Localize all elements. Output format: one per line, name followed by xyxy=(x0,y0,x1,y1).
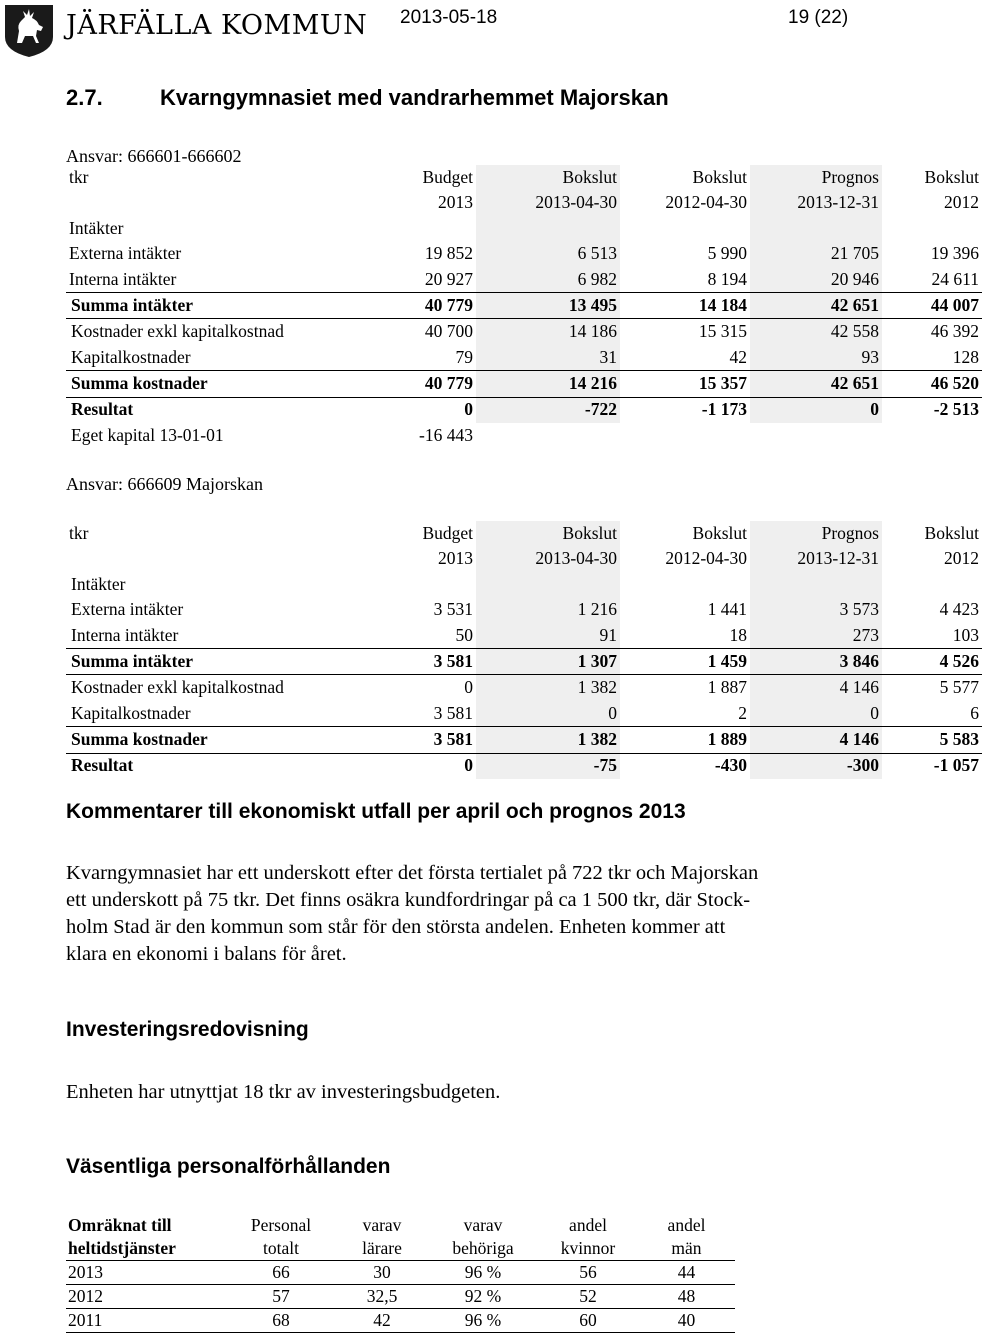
table-row xyxy=(66,701,982,727)
cell: 1 307 xyxy=(476,648,620,674)
cell: 42 651 xyxy=(750,292,882,318)
summary-row xyxy=(66,292,982,318)
cell: 0 xyxy=(750,397,882,423)
budget-table-majorskan xyxy=(66,521,982,779)
table-row xyxy=(66,345,982,371)
document-date: 2013-05-18 xyxy=(400,7,498,28)
cell: 0 xyxy=(750,701,882,727)
header-cell: behöriga xyxy=(452,1238,514,1258)
investment-heading: Investeringsredovisning xyxy=(66,1018,309,1041)
cell: 4 146 xyxy=(750,727,882,753)
cell: 30 xyxy=(336,1261,428,1285)
header-cell: Personal xyxy=(250,1215,312,1235)
ansvar-label-2: Ansvar: 666609 Majorskan xyxy=(66,474,263,494)
header-cell: Omräknat till xyxy=(68,1215,172,1235)
table-row xyxy=(66,1285,735,1309)
header-row xyxy=(66,190,982,215)
comments-line: ett underskott på 75 tkr. Det finns osäkra kundfordringar på ca 1 500 tkr, där Stock- xyxy=(66,889,751,911)
cell: -1 057 xyxy=(882,753,982,779)
cell: 42 651 xyxy=(750,371,882,397)
cell: 15 315 xyxy=(620,319,750,345)
cell: -300 xyxy=(750,753,882,779)
header-row xyxy=(66,165,982,190)
header-cell: 2013-04-30 xyxy=(476,546,620,571)
header-cell: Bokslut xyxy=(476,521,620,546)
personnel-heading: Väsentliga personalförhållanden xyxy=(66,1155,391,1178)
cell: 42 558 xyxy=(750,319,882,345)
cell: 4 146 xyxy=(750,675,882,701)
header-cell: män xyxy=(671,1238,702,1258)
header-cell: andel xyxy=(569,1215,607,1235)
cell: 24 611 xyxy=(931,268,979,289)
result-row xyxy=(66,397,982,423)
municipality-name: JÄRFÄLLA KOMMUN xyxy=(66,10,368,41)
cell: 20 946 xyxy=(750,267,882,293)
cell: 0 xyxy=(360,753,476,779)
header-cell: tkr xyxy=(69,522,89,543)
cell: -16 443 xyxy=(419,424,473,445)
row-label: Externa intäkter xyxy=(71,599,184,620)
header-cell: 2012-04-30 xyxy=(665,548,747,569)
table-row xyxy=(66,1309,735,1333)
cell: 46 392 xyxy=(882,319,982,345)
result-row xyxy=(66,753,982,779)
cell: 14 216 xyxy=(476,371,620,397)
cell: -1 173 xyxy=(620,397,750,423)
cell: 44 xyxy=(638,1261,735,1285)
cell: 19 852 xyxy=(424,243,473,264)
cell: 14 186 xyxy=(476,319,620,345)
cell: 0 xyxy=(360,675,476,701)
row-label: Eget kapital 13-01-01 xyxy=(71,424,224,445)
cell: 3 573 xyxy=(750,597,882,622)
header-cell xyxy=(66,190,360,215)
header-cell: Budget xyxy=(422,522,473,543)
section-number: 2.7. xyxy=(66,85,103,110)
cell: 1 441 xyxy=(707,599,747,620)
header-cell: 2013-12-31 xyxy=(750,190,882,215)
row-label: Intäkter xyxy=(71,573,126,594)
header-cell xyxy=(66,546,360,571)
header-row xyxy=(66,1214,735,1237)
summary-row xyxy=(66,727,982,753)
row-label: Summa kostnader xyxy=(66,727,360,753)
investment-paragraph: Enheten har utnyttjat 18 tkr av investeringsbudgeten. xyxy=(66,1081,501,1103)
page-number: 19 (22) xyxy=(788,7,849,28)
cell: 3 846 xyxy=(750,648,882,674)
cell: 66 xyxy=(226,1261,336,1285)
table-row xyxy=(66,267,982,293)
cell: 2013 xyxy=(66,1261,226,1285)
header-row xyxy=(66,546,982,571)
cell: -722 xyxy=(476,397,620,423)
municipality-logo xyxy=(3,3,55,58)
header-cell: kvinnor xyxy=(560,1238,616,1258)
table-row xyxy=(66,1261,735,1285)
cell: 2 xyxy=(738,702,747,723)
cell: -2 513 xyxy=(882,397,982,423)
cell: 18 xyxy=(729,624,747,645)
header-cell: Bokslut xyxy=(476,165,620,190)
row-label: Summa intäkter xyxy=(66,292,360,318)
cell: 128 xyxy=(952,346,979,367)
header-cell: Bokslut xyxy=(924,166,979,187)
cell: 3 581 xyxy=(360,648,476,674)
table-row xyxy=(66,319,982,345)
cell: 1 889 xyxy=(620,727,750,753)
summary-row xyxy=(66,371,982,397)
cell: 46 520 xyxy=(882,371,982,397)
cell: 3 581 xyxy=(433,702,473,723)
comments-paragraph xyxy=(66,860,866,968)
cell: 4 423 xyxy=(939,599,979,620)
row-label: Kostnader exkl kapitalkostnad xyxy=(66,319,360,345)
cell: 40 700 xyxy=(360,319,476,345)
cell: 91 xyxy=(476,623,620,649)
header-cell: andel xyxy=(667,1215,706,1235)
header-cell: lärare xyxy=(362,1238,402,1258)
cell: 40 779 xyxy=(360,371,476,397)
cell: 42 xyxy=(729,346,747,367)
ansvar-label-1: Ansvar: 666601-666602 xyxy=(66,146,242,166)
row-label: Kostnader exkl kapitalkostnad xyxy=(66,675,360,701)
row-label: Resultat xyxy=(66,753,360,779)
cell: 2011 xyxy=(66,1309,226,1333)
comments-line: holm Stad är den kommun som står för den största andelen. Enheten kommer att xyxy=(66,916,726,938)
cell: 0 xyxy=(476,701,620,727)
header-cell: 2013-12-31 xyxy=(750,546,882,571)
summary-row xyxy=(66,648,982,674)
cell: 13 495 xyxy=(476,292,620,318)
cell: 0 xyxy=(360,397,476,423)
cell: 8 194 xyxy=(707,268,747,289)
cell: 3 531 xyxy=(433,599,473,620)
table-row xyxy=(66,675,982,701)
cell: 5 990 xyxy=(707,243,747,264)
table-row xyxy=(66,623,982,649)
cell: 1 216 xyxy=(476,597,620,622)
header-cell: varav xyxy=(362,1215,402,1235)
cell: 44 007 xyxy=(882,292,982,318)
cell: 1 887 xyxy=(620,675,750,701)
header-cell: varav xyxy=(463,1215,503,1235)
header-cell: 2013 xyxy=(438,548,473,569)
cell: -430 xyxy=(620,753,750,779)
cell: 15 357 xyxy=(620,371,750,397)
cell: 5 577 xyxy=(882,675,982,701)
table-row xyxy=(66,423,982,448)
row-label: Kapitalkostnader xyxy=(71,702,191,723)
section-title: Kvarngymnasiet med vandrarhemmet Majorskan xyxy=(160,85,669,110)
header-row xyxy=(66,1237,735,1261)
row-label: Externa intäkter xyxy=(69,243,182,264)
header-cell: 2012 xyxy=(944,192,979,213)
group-label-row xyxy=(66,216,982,241)
cell: -75 xyxy=(476,753,620,779)
cell: 48 xyxy=(638,1285,735,1309)
cell: 20 927 xyxy=(424,268,473,289)
row-label: Resultat xyxy=(66,397,360,423)
cell: 6 xyxy=(970,702,979,723)
group-label-row xyxy=(66,572,982,597)
row-label: Summa kostnader xyxy=(66,371,360,397)
cell: 14 184 xyxy=(620,292,750,318)
comments-heading: Kommentarer till ekonomiskt utfall per april och prognos 2013 xyxy=(66,800,686,823)
cell: 79 xyxy=(455,346,473,367)
cell: 4 526 xyxy=(882,648,982,674)
cell: 57 xyxy=(226,1285,336,1309)
cell: 92 % xyxy=(428,1285,538,1309)
cell: 273 xyxy=(750,623,882,649)
header-cell: Budget xyxy=(422,166,473,187)
header-cell: Bokslut xyxy=(692,522,747,543)
section-heading xyxy=(66,85,669,111)
cell: 56 xyxy=(538,1261,638,1285)
cell: 1 382 xyxy=(476,675,620,701)
cell: 40 xyxy=(638,1309,735,1333)
cell: 60 xyxy=(538,1309,638,1333)
header-cell: heltidstjänster xyxy=(68,1238,176,1258)
cell: 2012 xyxy=(66,1285,226,1309)
comments-line: Kvarngymnasiet har ett underskott efter det första tertialet på 722 tkr och Majorskan xyxy=(66,862,759,884)
cell: 52 xyxy=(538,1285,638,1309)
row-label: Summa intäkter xyxy=(66,648,360,674)
cell: 19 396 xyxy=(930,243,979,264)
header-cell: totalt xyxy=(263,1238,299,1258)
header-cell: Bokslut xyxy=(924,522,979,543)
cell: 6 982 xyxy=(476,267,620,293)
cell: 1 382 xyxy=(476,727,620,753)
cell: 1 459 xyxy=(620,648,750,674)
header-cell: 2012-04-30 xyxy=(665,192,747,213)
header-cell: tkr xyxy=(69,166,89,187)
cell: 6 513 xyxy=(476,241,620,266)
cell: 31 xyxy=(476,345,620,371)
cell: 93 xyxy=(750,345,882,371)
cell: 103 xyxy=(952,624,979,645)
cell: 50 xyxy=(455,624,473,645)
comments-line: klara en ekonomi i balans för året. xyxy=(66,943,347,965)
cell: 96 % xyxy=(428,1309,538,1333)
header-cell: Prognos xyxy=(750,521,882,546)
header-cell: 2012 xyxy=(944,548,979,569)
header-cell: 2013-04-30 xyxy=(476,190,620,215)
cell: 21 705 xyxy=(750,241,882,266)
personnel-table xyxy=(66,1214,735,1333)
cell: 40 779 xyxy=(360,292,476,318)
row-label: Intäkter xyxy=(69,217,124,238)
header-cell: Prognos xyxy=(750,165,882,190)
row-label: Kapitalkostnader xyxy=(71,346,191,367)
cell: 68 xyxy=(226,1309,336,1333)
cell: 32,5 xyxy=(336,1285,428,1309)
header-row xyxy=(66,521,982,546)
row-label: Interna intäkter xyxy=(71,624,179,645)
cell: 42 xyxy=(336,1309,428,1333)
table-row xyxy=(66,241,982,266)
cell: 3 581 xyxy=(360,727,476,753)
header-cell: Bokslut xyxy=(692,166,747,187)
budget-table-kvarngymnasiet xyxy=(66,165,982,448)
row-label: Interna intäkter xyxy=(69,268,177,289)
cell: 96 % xyxy=(428,1261,538,1285)
cell: 5 583 xyxy=(882,727,982,753)
table-row xyxy=(66,597,982,622)
header-cell: 2013 xyxy=(438,192,473,213)
